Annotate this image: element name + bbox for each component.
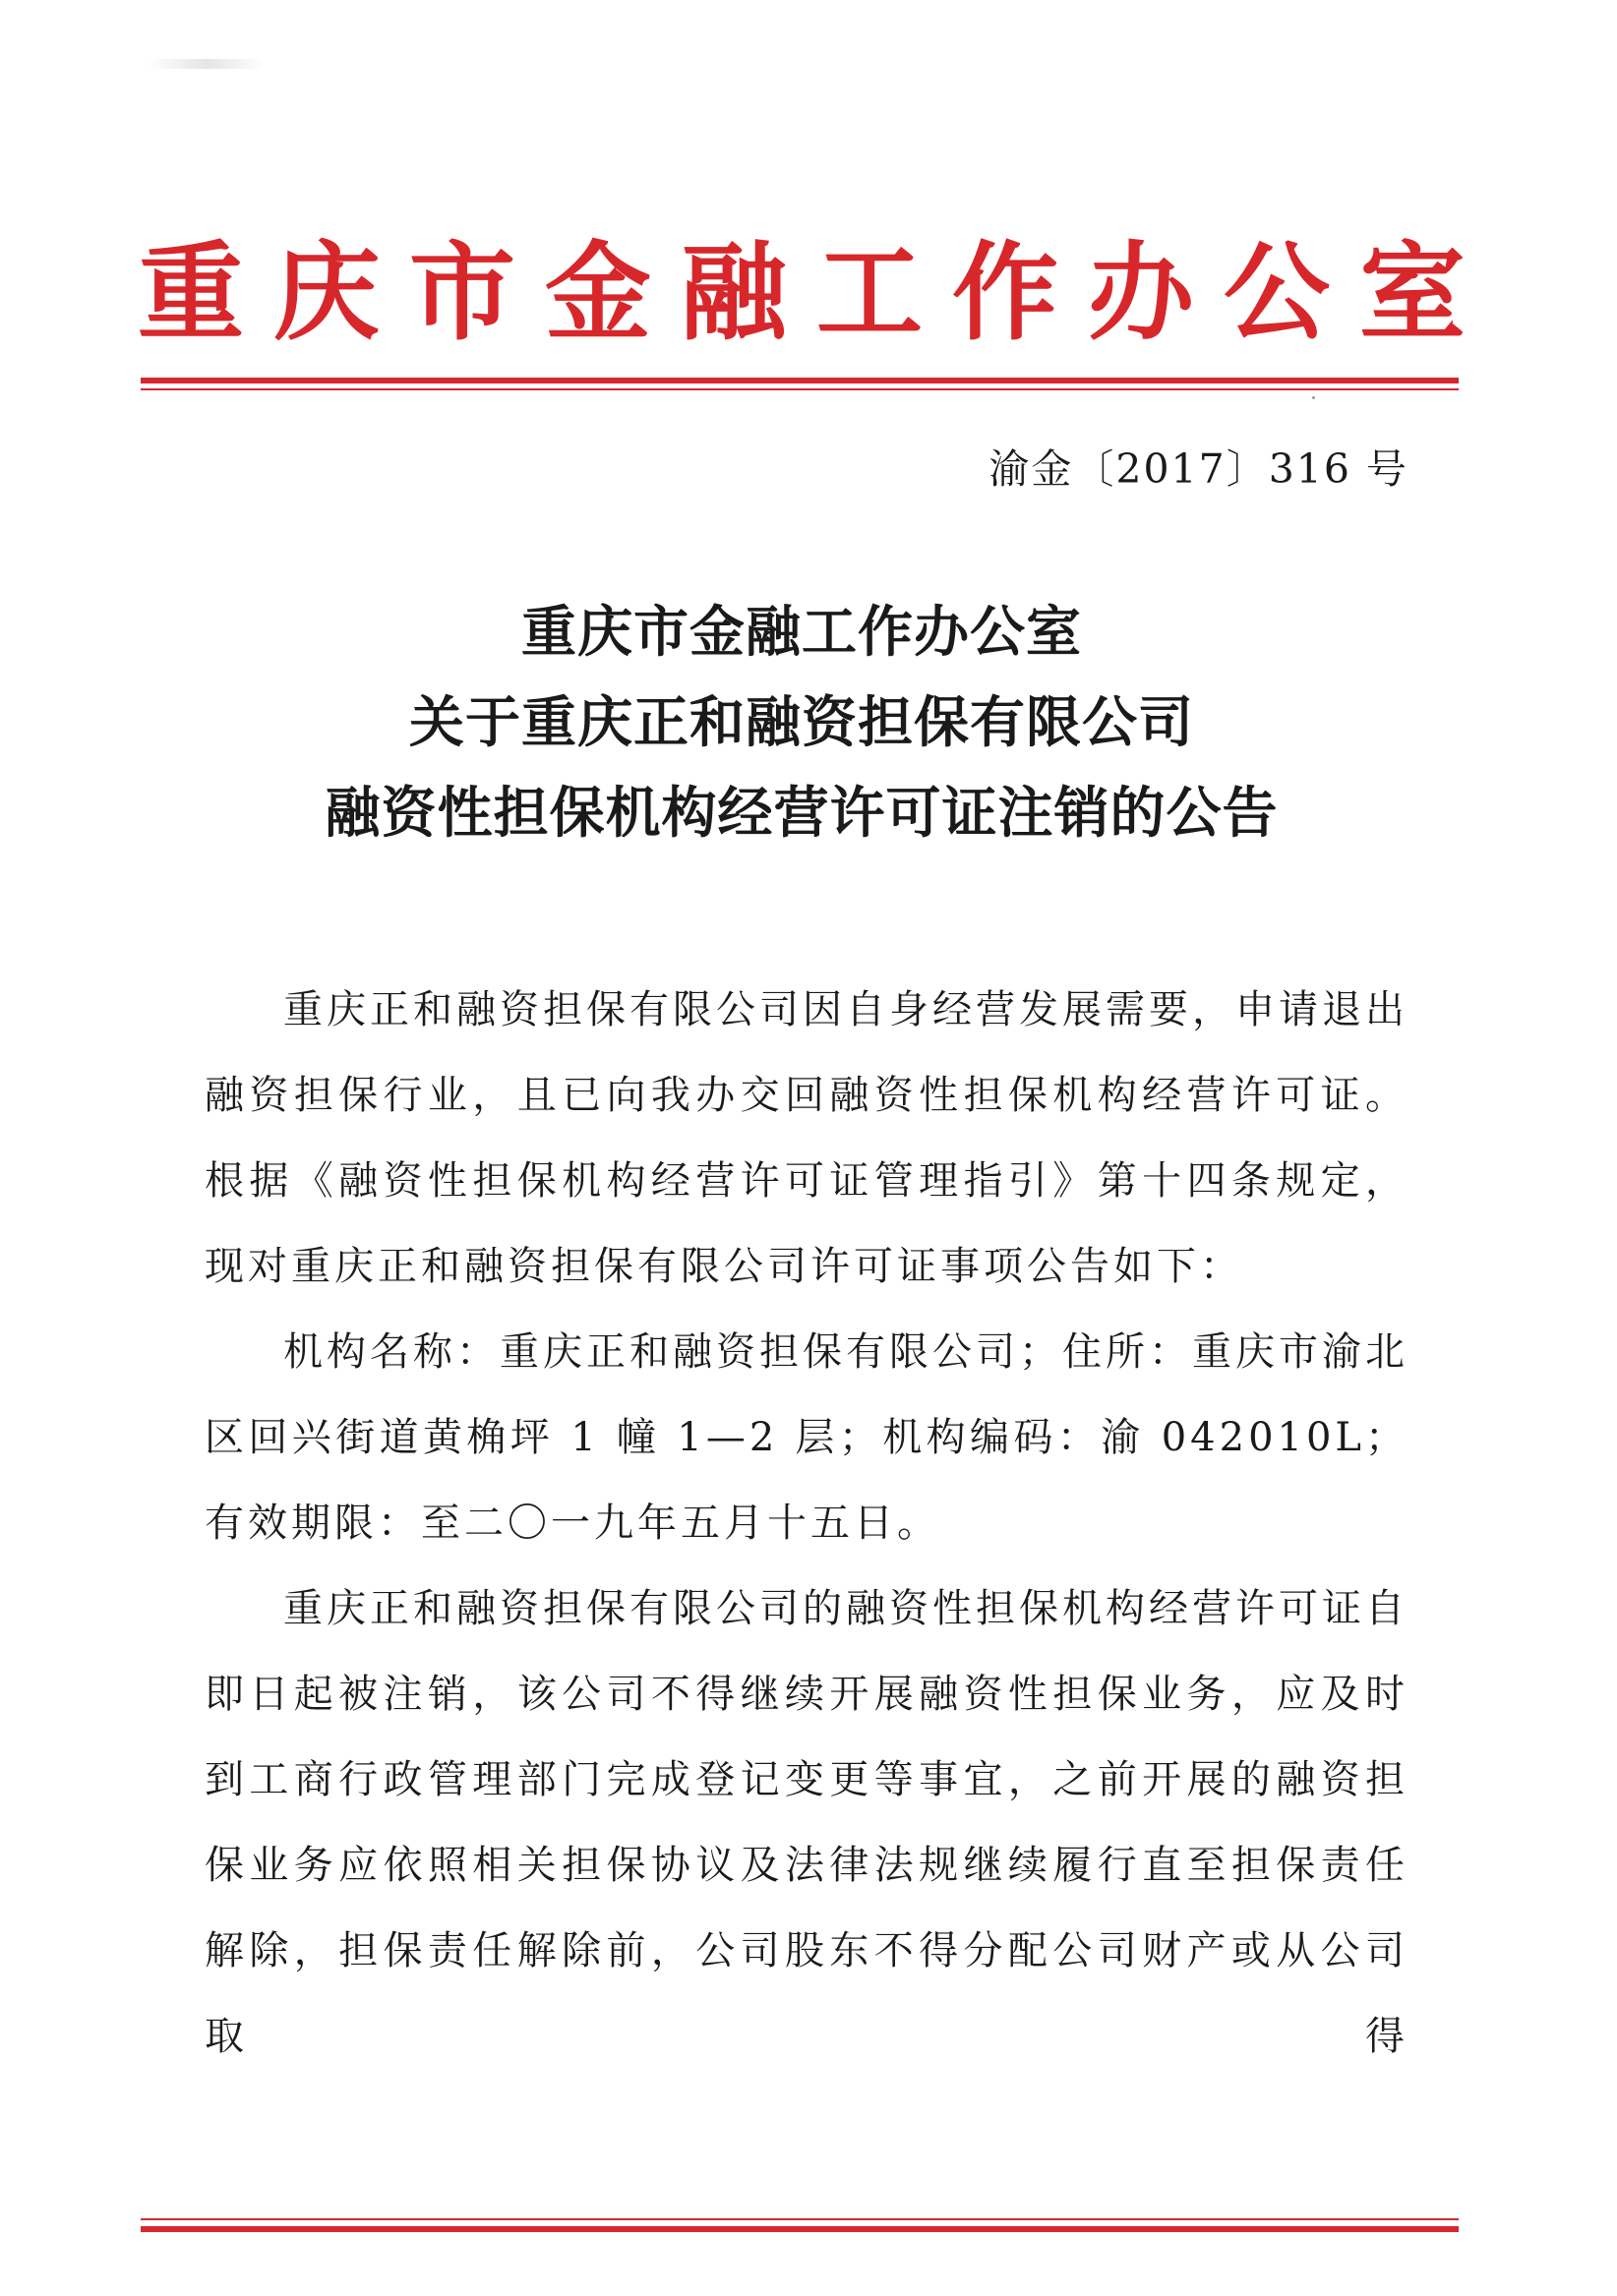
title-line-2: 关于重庆正和融资担保有限公司	[409, 691, 1194, 755]
body-paragraph: 重庆正和融资担保有限公司的融资性担保机构经营许可证自即日起被注销，该公司不得继续开展融资性担保业务，应及时到工商行政管理部门完成登记变更等事宜，之前开展的融资担保业务应依照相关担保协议及法律法规继续履行直至担保责任解除，担保责任解除前，公司股东不得分配公司财产或从公司取得	[205, 1586, 1408, 2059]
header-rule-thick	[141, 378, 1459, 383]
document-title	[138, 588, 1466, 859]
footer-rule-thin	[141, 2218, 1459, 2220]
header-rule-thin	[141, 388, 1459, 390]
footer-rule-thick	[141, 2226, 1459, 2232]
title-line-3: 融资性担保机构经营许可证注销的公告	[325, 782, 1279, 846]
document-body	[205, 968, 1408, 2080]
issuer-header: 重庆市金融工作办公室	[138, 231, 1466, 355]
body-paragraph: 机构名称：重庆正和融资担保有限公司；住所：重庆市渝北区回兴街道黄桷坪 1 幢 1—2 层；机构编码：渝 042010L；有效期限：至二〇一九年五月十五日。	[205, 1329, 1408, 1546]
title-line-1: 重庆市金融工作办公室	[521, 601, 1082, 665]
document-number: 渝金〔2017〕316 号	[988, 445, 1408, 493]
body-paragraph: 重庆正和融资担保有限公司因自身经营发展需要，申请退出融资担保行业，且已向我办交回融资性担保机构经营许可证。根据《融资性担保机构经营许可证管理指引》第十四条规定，现对重庆正和融资担保有限公司许可证事项公告如下：	[205, 987, 1408, 1289]
scan-dot	[1312, 396, 1315, 399]
scan-smudge	[148, 59, 266, 69]
